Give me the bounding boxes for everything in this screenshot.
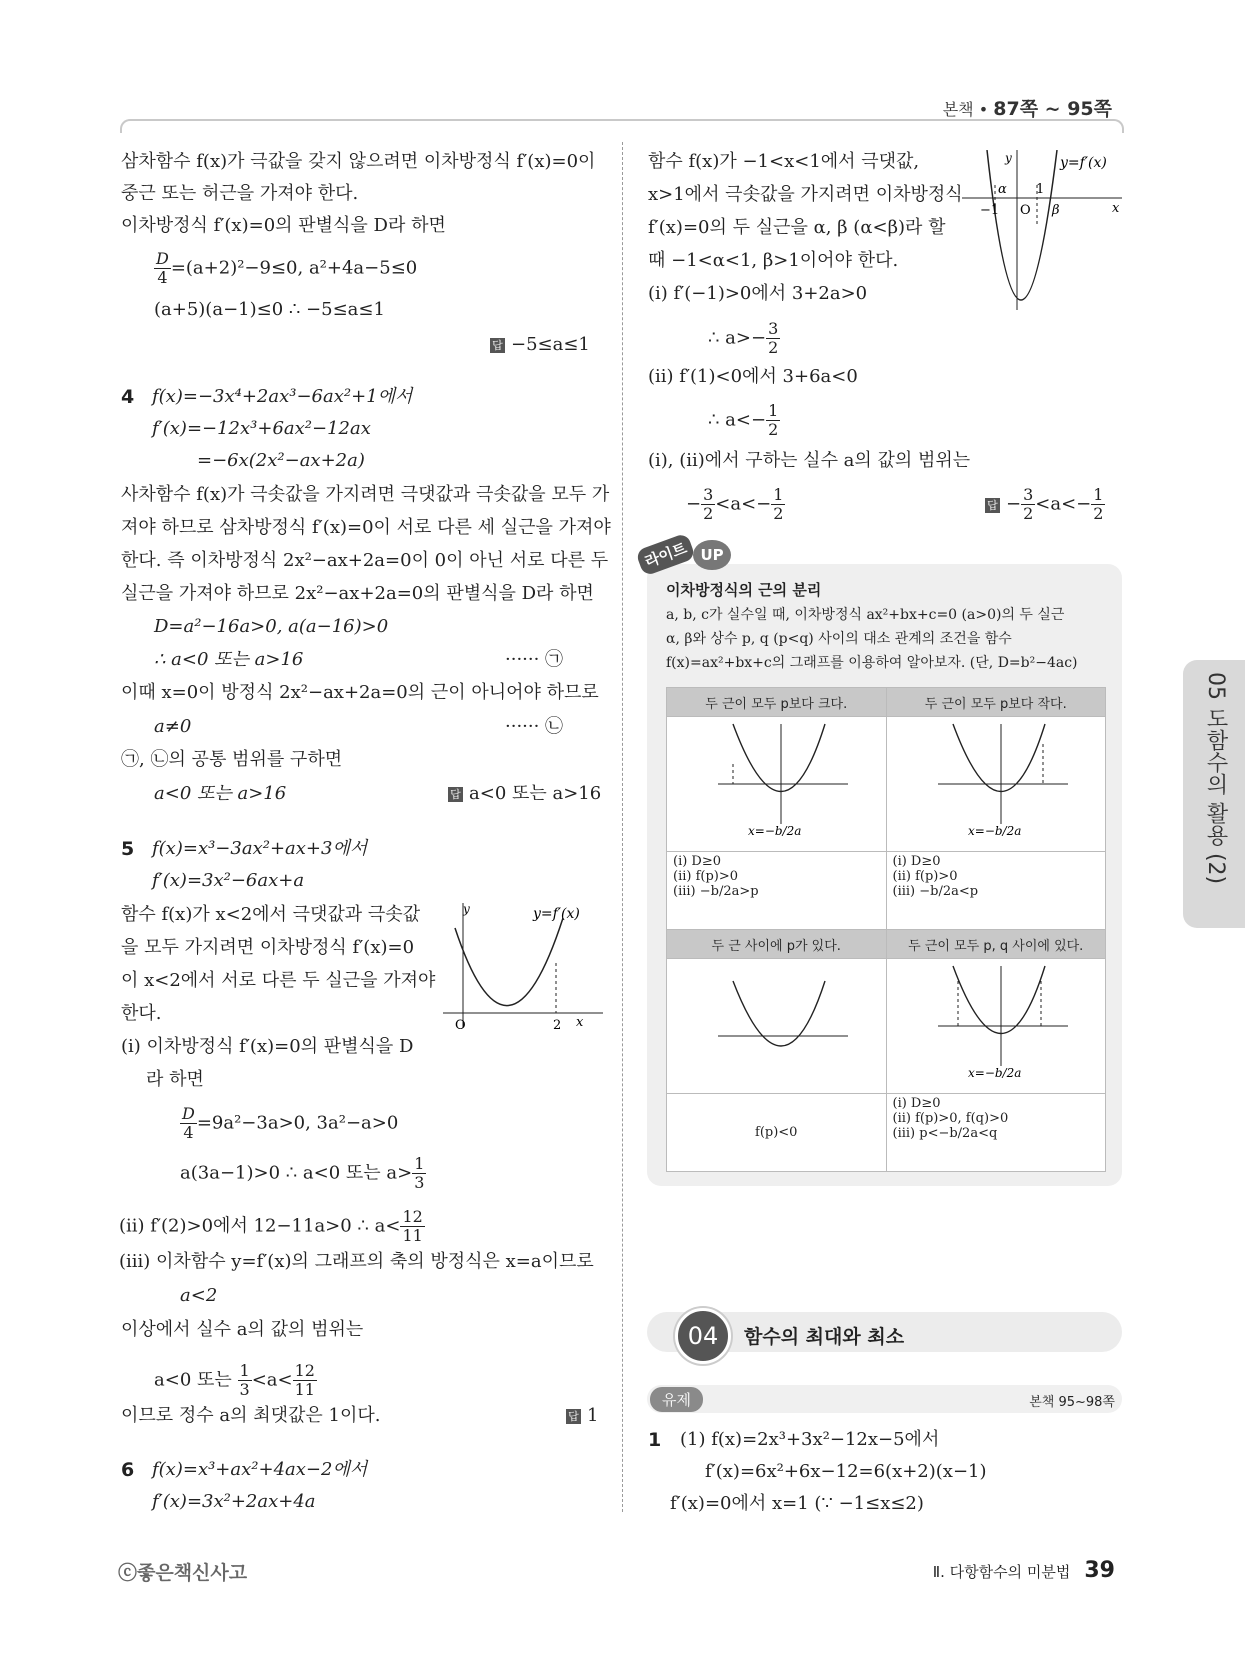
problem-number: 5 — [121, 838, 135, 860]
text-line: 실근을 가져야 하므로 2x²−ax+2a=0의 판별식을 D라 하면 — [121, 583, 594, 604]
text-line: (i) 이차방정식 f′(x)=0의 판별식을 D — [121, 1036, 414, 1057]
formula-line: a<0 또는 a>16 — [154, 783, 287, 804]
text-line: 이차방정식 f′(x)=0의 판별식을 D라 하면 — [121, 215, 446, 236]
tick-label: 2 — [553, 1018, 562, 1033]
formula-line: f′(x)=3x²−6ax+a — [152, 870, 305, 891]
table-condition-cell: (i) D≥0 (ii) f(p)>0 (iii) −b/2a>p — [667, 852, 887, 930]
chapter-tab-label: 05 도함수의 활용 (2) — [1203, 672, 1228, 885]
table-header: 두 근 사이에 p가 있다. — [667, 930, 887, 959]
formula-line: D=a²−16a>0, a(a−16)>0 — [154, 616, 389, 637]
equation-tag: ······ ㉡ — [505, 716, 564, 737]
tip-text: α, β와 상수 p, q (p<q) 사이의 대소 관계의 조건을 함수 — [666, 631, 1012, 647]
text-line: 이므로 정수 a의 최댓값은 1이다. — [121, 1405, 381, 1426]
answer: 답 a<0 또는 a>16 — [448, 782, 601, 806]
formula-line: ∴ a<0 또는 a>16 — [154, 649, 304, 670]
table-condition-cell: f(p)<0 — [667, 1094, 887, 1172]
text-line: 삼차함수 f(x)가 극값을 갖지 않으려면 이차방정식 f′(x)=0이 — [121, 151, 596, 172]
text-line: 사차함수 f(x)가 극솟값을 가지려면 극댓값과 극솟값을 모두 가 — [121, 484, 610, 505]
page-footer: Ⅱ. 다항함수의 미분법 39 — [932, 1558, 1115, 1583]
tip-badge: 라이트 UP — [638, 540, 731, 570]
formula-line: f′(x)=3x²+2ax+4a — [152, 1491, 316, 1512]
table-header: 두 근이 모두 p보다 크다. — [667, 688, 887, 717]
text-line: 을 모두 가지려면 이차방정식 f′(x)=0 — [121, 937, 415, 958]
tick-label: −1 — [980, 203, 1000, 218]
text-line: (iii) 이차함수 y=f′(x)의 그래프의 축의 방정식은 x=a이므로 — [119, 1251, 594, 1272]
text-line: (i), (ii)에서 구하는 실수 a의 값의 범위는 — [648, 450, 971, 471]
text-line: (i) f′(−1)>0에서 3+2a>0 — [648, 283, 868, 304]
origin-label: O — [1020, 203, 1031, 218]
equation-tag: ······ ㉠ — [505, 649, 564, 670]
curve-label: y=f′(x) — [1060, 155, 1107, 171]
formula-line: ∴ a<− $\frac{1}{2}$ — [708, 401, 779, 439]
table-condition-cell: (i) D≥0 (ii) f(p)>0, f(q)>0 (iii) p<−b/2a<q — [886, 1094, 1106, 1172]
text-line: 중근 또는 허근을 가져야 한다. — [121, 183, 359, 204]
origin-label: O — [455, 1018, 466, 1033]
formula-line: a<2 — [180, 1285, 218, 1306]
text-line: 때 −1<α<1, β>1이어야 한다. — [648, 250, 899, 271]
text-line: (ii) f′(1)<0에서 3+6a<0 — [648, 366, 858, 387]
formula-line: =−6x(2x²−ax+2a) — [197, 450, 365, 471]
parabola-graph — [962, 150, 1127, 315]
page-header — [0, 0, 1245, 140]
table-header: 두 근이 모두 p보다 작다. — [886, 688, 1106, 717]
text-line: 한다. 즉 이차방정식 2x²−ax+2a=0이 0이 아닌 서로 다른 두 — [121, 550, 609, 571]
axis-label: y — [1005, 151, 1012, 165]
text-line: 져야 하므로 삼차방정식 f′(x)=0이 서로 다른 세 실근을 가져야 — [121, 517, 611, 538]
table-graph-cell — [667, 717, 887, 852]
parabola-graph — [893, 719, 1098, 845]
text-line: 이상에서 실수 a의 값의 범위는 — [121, 1319, 364, 1340]
tick-label: 1 — [1036, 182, 1045, 197]
formula-line: (1) f(x)=2x³+3x²−12x−5에서 — [680, 1429, 940, 1450]
tip-text: f(x)=ax²+bx+c의 그래프를 이용하여 알아보자. (단, D=b²−4ac) — [666, 655, 1078, 671]
example-reference: 본책 95~98쪽 — [1029, 1395, 1115, 1410]
formula-line: (ii) f′(2)>0에서 12−11a>0 ∴ a< $\frac{12}{11}$ — [119, 1207, 423, 1245]
formula-line: a<0 또는 $\frac{1}{3}$ <a< $\frac{12}{11}$ — [154, 1361, 315, 1399]
formula-line: f(x)=x³−3ax²+ax+3에서 — [152, 838, 368, 859]
axis-of-symmetry-label: x=−b/2a — [967, 1066, 1021, 1080]
header-rule — [120, 119, 1124, 133]
parabola-graph — [673, 961, 878, 1087]
formula-line: a(3a−1)>0 ∴ a<0 또는 a> $\frac{1}{3}$ — [180, 1154, 425, 1192]
formula-line: − $\frac{3}{2}$ <a<− $\frac{1}{2}$ — [686, 485, 784, 523]
example-badge: 유제 — [650, 1387, 703, 1412]
text-line: 함수 f(x)가 −1<x<1에서 극댓값, — [648, 151, 920, 172]
section-number: 04 — [675, 1308, 731, 1364]
answer: 답 − $\frac{3}{2}$ <a<− $\frac{1}{2}$ — [985, 486, 1105, 523]
axis-label: x — [1112, 201, 1120, 216]
problem-number: 1 — [648, 1429, 662, 1451]
root-separation-table — [666, 687, 1106, 1172]
text-line: 한다. — [121, 1003, 162, 1024]
parabola-graph — [673, 719, 878, 845]
formula-line: f(x)=x³+ax²+4ax−2에서 — [152, 1459, 368, 1480]
formula-line: $\frac{D}{4}$ =(a+2)²−9≤0, a²+4a−5≤0 — [156, 249, 418, 287]
page-reference: 본책 • 87쪽 ~ 95쪽 — [942, 98, 1112, 120]
column-divider — [622, 142, 623, 1512]
formula-line: f′(x)=0에서 x=1 (∵ −1≤x≤2) — [670, 1493, 924, 1514]
formula-line: $\frac{D}{4}$ =9a²−3a>0, 3a²−a>0 — [182, 1104, 399, 1142]
table-graph-cell — [886, 959, 1106, 1094]
problem-number: 4 — [121, 386, 135, 408]
tip-text: a, b, c가 실수일 때, 이차방정식 ax²+bx+c=0 (a>0)의 두 실근 — [666, 607, 1065, 623]
root-label: α — [998, 182, 1007, 197]
root-label: β — [1052, 203, 1060, 218]
table-condition-cell: (i) D≥0 (ii) f(p)>0 (iii) −b/2a<p — [886, 852, 1106, 930]
text-line: 이때 x=0이 방정식 2x²−ax+2a=0의 근이 아니어야 하므로 — [121, 682, 599, 703]
text-line: 함수 f(x)가 x<2에서 극댓값과 극솟값 — [121, 904, 421, 925]
axis-label: y — [463, 902, 470, 916]
table-header: 두 근이 모두 p, q 사이에 있다. — [886, 930, 1106, 959]
formula-line: a≠0 — [154, 716, 192, 737]
axis-of-symmetry-label: x=−b/2a — [967, 824, 1021, 838]
text-line: 라 하면 — [146, 1069, 204, 1090]
text-line: ㉠, ㉡의 공통 범위를 구하면 — [121, 749, 343, 770]
parabola-graph — [893, 961, 1098, 1087]
formula-line: f′(x)=6x²+6x−12=6(x+2)(x−1) — [705, 1461, 987, 1482]
curve-label: y=f′(x) — [533, 906, 580, 922]
text-line: x>1에서 극솟값을 가지려면 이차방정식 — [648, 184, 963, 205]
publisher-logo: ⓒ좋은책신사고 — [118, 1562, 248, 1584]
axis-label: x — [576, 1015, 584, 1030]
formula-line: (a+5)(a−1)≤0 ∴ −5≤a≤1 — [154, 299, 385, 320]
table-graph-cell — [886, 717, 1106, 852]
table-graph-cell — [667, 959, 887, 1094]
answer: 답 1 — [566, 1404, 598, 1428]
page-number: 39 — [1084, 1558, 1115, 1583]
text-line: 이 x<2에서 서로 다른 두 실근을 가져야 — [121, 970, 436, 991]
section-title: 함수의 최대와 최소 — [744, 1326, 905, 1348]
formula-line: f(x)=−3x⁴+2ax³−6ax²+1에서 — [152, 386, 413, 407]
formula-line: ∴ a>− $\frac{3}{2}$ — [708, 319, 779, 357]
text-line: f′(x)=0의 두 실근을 α, β (α<β)라 할 — [648, 217, 946, 238]
parabola-graph — [443, 898, 608, 1033]
axis-of-symmetry-label: x=−b/2a — [748, 824, 802, 838]
answer: 답 −5≤a≤1 — [490, 333, 590, 357]
formula-line: f′(x)=−12x³+6ax²−12ax — [152, 418, 371, 439]
tip-title: 이차방정식의 근의 분리 — [666, 581, 822, 599]
problem-number: 6 — [121, 1459, 135, 1481]
